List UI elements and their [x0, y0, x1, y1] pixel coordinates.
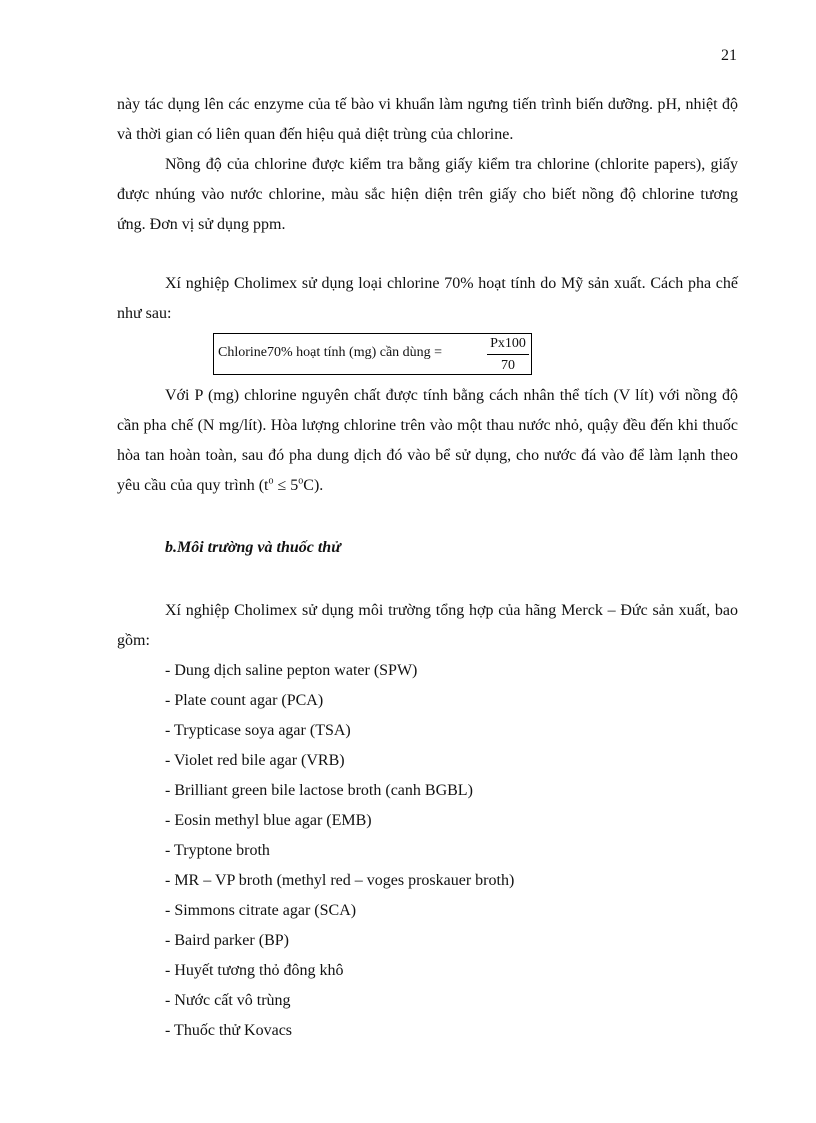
list-item: - Violet red bile agar (VRB)	[165, 752, 345, 769]
paragraph-media-intro: Xí nghiệp Cholimex sử dụng môi trường tổng hợp của hãng Merck – Đức sản xuất, bao gồm:	[117, 602, 738, 649]
list-item: - Thuốc thử Kovacs	[165, 1022, 293, 1039]
list-item: - Brilliant green bile lactose broth (canh BGBL)	[165, 782, 473, 799]
list-item: - Simmons citrate agar (SCA)	[165, 902, 357, 919]
media-list	[165, 656, 514, 1046]
list-item: - Dung dịch saline pepton water (SPW)	[165, 662, 418, 679]
formula-fraction	[487, 335, 529, 375]
section-heading: b.Môi trường và thuốc thử	[165, 539, 341, 556]
list-item: - Plate count agar (PCA)	[165, 692, 324, 709]
list-item: - Eosin methyl blue agar (EMB)	[165, 812, 372, 829]
formula-denominator: 70	[501, 358, 515, 373]
preparation-text: Với P (mg) chlorine nguyên chất được tính bằng cách nhân thể tích (V lít) với nồng độ cần pha chế (N mg/lít). Hòa lượng chlorine trên vào một thau nước nhỏ, quậy đều đến khi thuốc hòa tan hoàn toàn, sau đó pha dung dịch đó vào bể sử dụng, cho nước đá vào để làm lạnh theo yêu cầu của quy trình (t	[117, 387, 738, 494]
chlorine-formula	[213, 333, 532, 375]
list-item: - Tryptone broth	[165, 842, 270, 859]
paragraph-preparation	[117, 381, 738, 501]
list-item: - MR – VP broth (methyl red – voges proskauer broth)	[165, 872, 515, 889]
list-item: - Nước cất vô trùng	[165, 992, 291, 1009]
preparation-mid: ≤ 5	[273, 477, 299, 494]
degree-sup-1: o	[268, 475, 274, 487]
list-item: - Huyết tương thỏ đông khô	[165, 962, 344, 979]
formula-lhs: Chlorine70% hoạt tính (mg) cần dùng =	[218, 345, 443, 360]
preparation-end: C).	[303, 477, 324, 494]
paragraph-cholimex-chlorine: Xí nghiệp Cholimex sử dụng loại chlorine 70% hoạt tính do Mỹ sản xuất. Cách pha chế như sau:	[117, 275, 738, 322]
list-item: - Trypticase soya agar (TSA)	[165, 722, 351, 739]
paragraph-enzyme: này tác dụng lên các enzyme của tế bào vi khuẩn làm ngưng tiến trình biến dưỡng. pH, nhiệt độ và thời gian có liên quan đến hiệu quả diệt trùng của chlorine.	[117, 96, 738, 143]
formula-numerator: Px100	[487, 335, 529, 355]
page-number: 21	[721, 47, 737, 64]
paragraph-chlorine-test: Nồng độ của chlorine được kiểm tra bằng giấy kiểm tra chlorine (chlorite papers), giấy được nhúng vào nước chlorine, màu sắc hiện diện trên giấy cho biết nồng độ chlorine tương ứng. Đơn vị sử dụng ppm.	[117, 156, 738, 233]
list-item: - Baird parker (BP)	[165, 932, 289, 949]
degree-sup-2: o	[298, 475, 304, 487]
